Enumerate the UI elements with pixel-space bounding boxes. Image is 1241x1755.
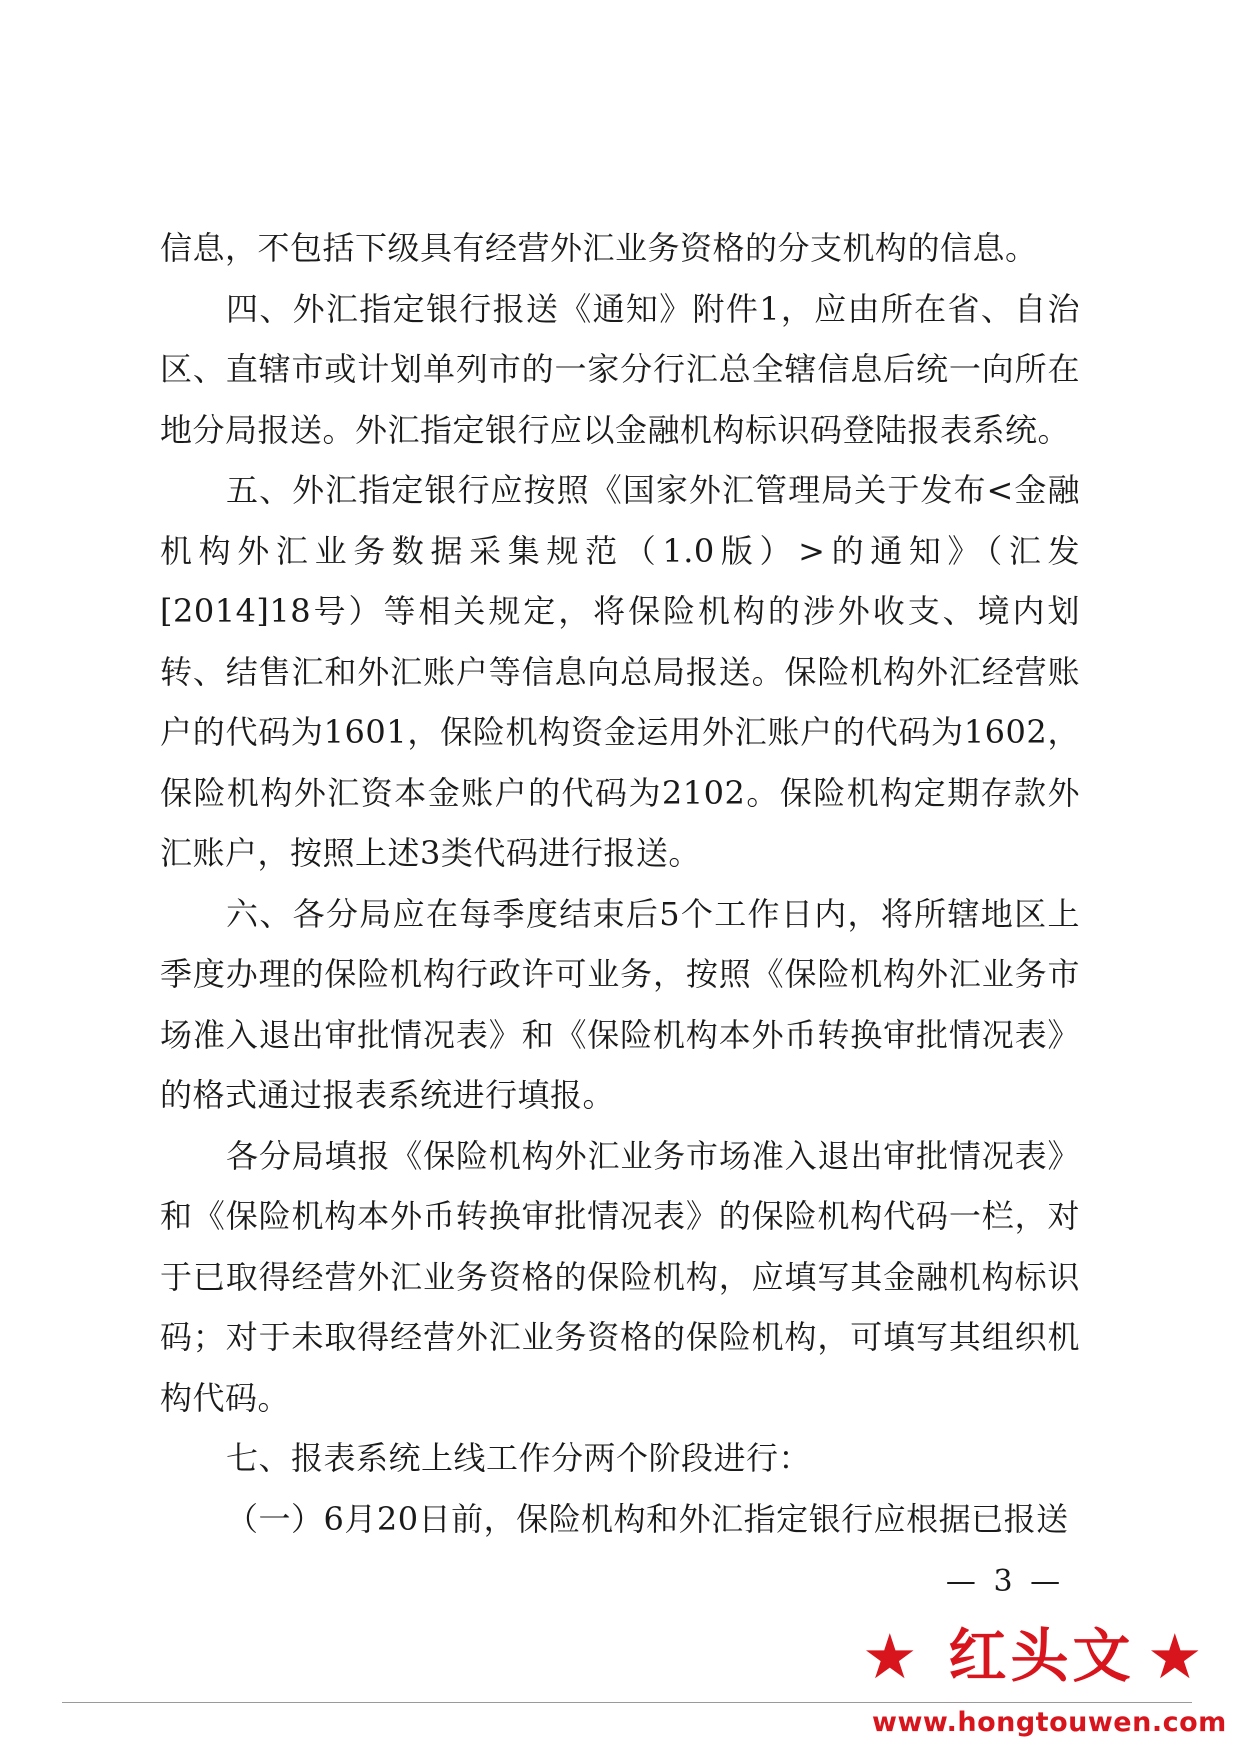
paragraph-section-7-item-1: （一）6月20日前，保险机构和外汇指定银行应根据已报送 <box>226 1499 1069 1538</box>
paragraph-section-7: 七、报表系统上线工作分两个阶段进行： <box>226 1439 812 1477</box>
watermark-logo <box>862 1614 1227 1744</box>
paragraph-section-6: 六、各分局应在每季度结束后5个工作日内，将所辖地区上季度办理的保险机构行政许可业务，按照《保险机构外汇业务市场准入退出审批情况表》和《保险机构本外币转换审批情况表》的格式通过报表系统进行填报。 <box>160 894 1080 1114</box>
star-icon: ★ <box>862 1620 918 1693</box>
paragraph-continuation: 信息，不包括下级具有经营外汇业务资格的分支机构的信息。 <box>160 229 1038 267</box>
document-body <box>160 218 1080 1549</box>
paragraph-branch-filing: 各分局填报《保险机构外汇业务市场准入退出审批情况表》和《保险机构本外币转换审批情况表》的保险机构代码一栏，对于已取得经营外汇业务资格的保险机构，应填写其金融机构标识码；对于未取得经营外汇业务资格的保险机构，可填写其组织机构代码。 <box>160 1136 1080 1417</box>
watermark-url: www.hongtouwen.com <box>872 1707 1227 1738</box>
paragraph-section-4: 四、外汇指定银行报送《通知》附件1，应由所在省、自治区、直辖市或计划单列市的一家分行汇总全辖信息后统一向所在地分局报送。外汇指定银行应以金融机构标识码登陆报表系统。 <box>160 289 1080 449</box>
page-number: — 3 — <box>945 1564 1065 1599</box>
star-icon: ★ <box>1147 1620 1203 1693</box>
paragraph-section-5: 五、外汇指定银行应按照《国家外汇管理局关于发布<金融机构外汇业务数据采集规范（1.0版）>的通知》（汇发[2014]18号）等相关规定，将保险机构的涉外收支、境内划转、结售汇和外汇账户等信息向总局报送。保险机构外汇经营账户的代码为1601，保险机构资金运用外汇账户的代码为1602，保险机构外汇资本金账户的代码为2102。保险机构定期存款外汇账户，按照上述3类代码进行报送。 <box>160 471 1080 872</box>
watermark-title: 红头文 <box>948 1622 1135 1690</box>
